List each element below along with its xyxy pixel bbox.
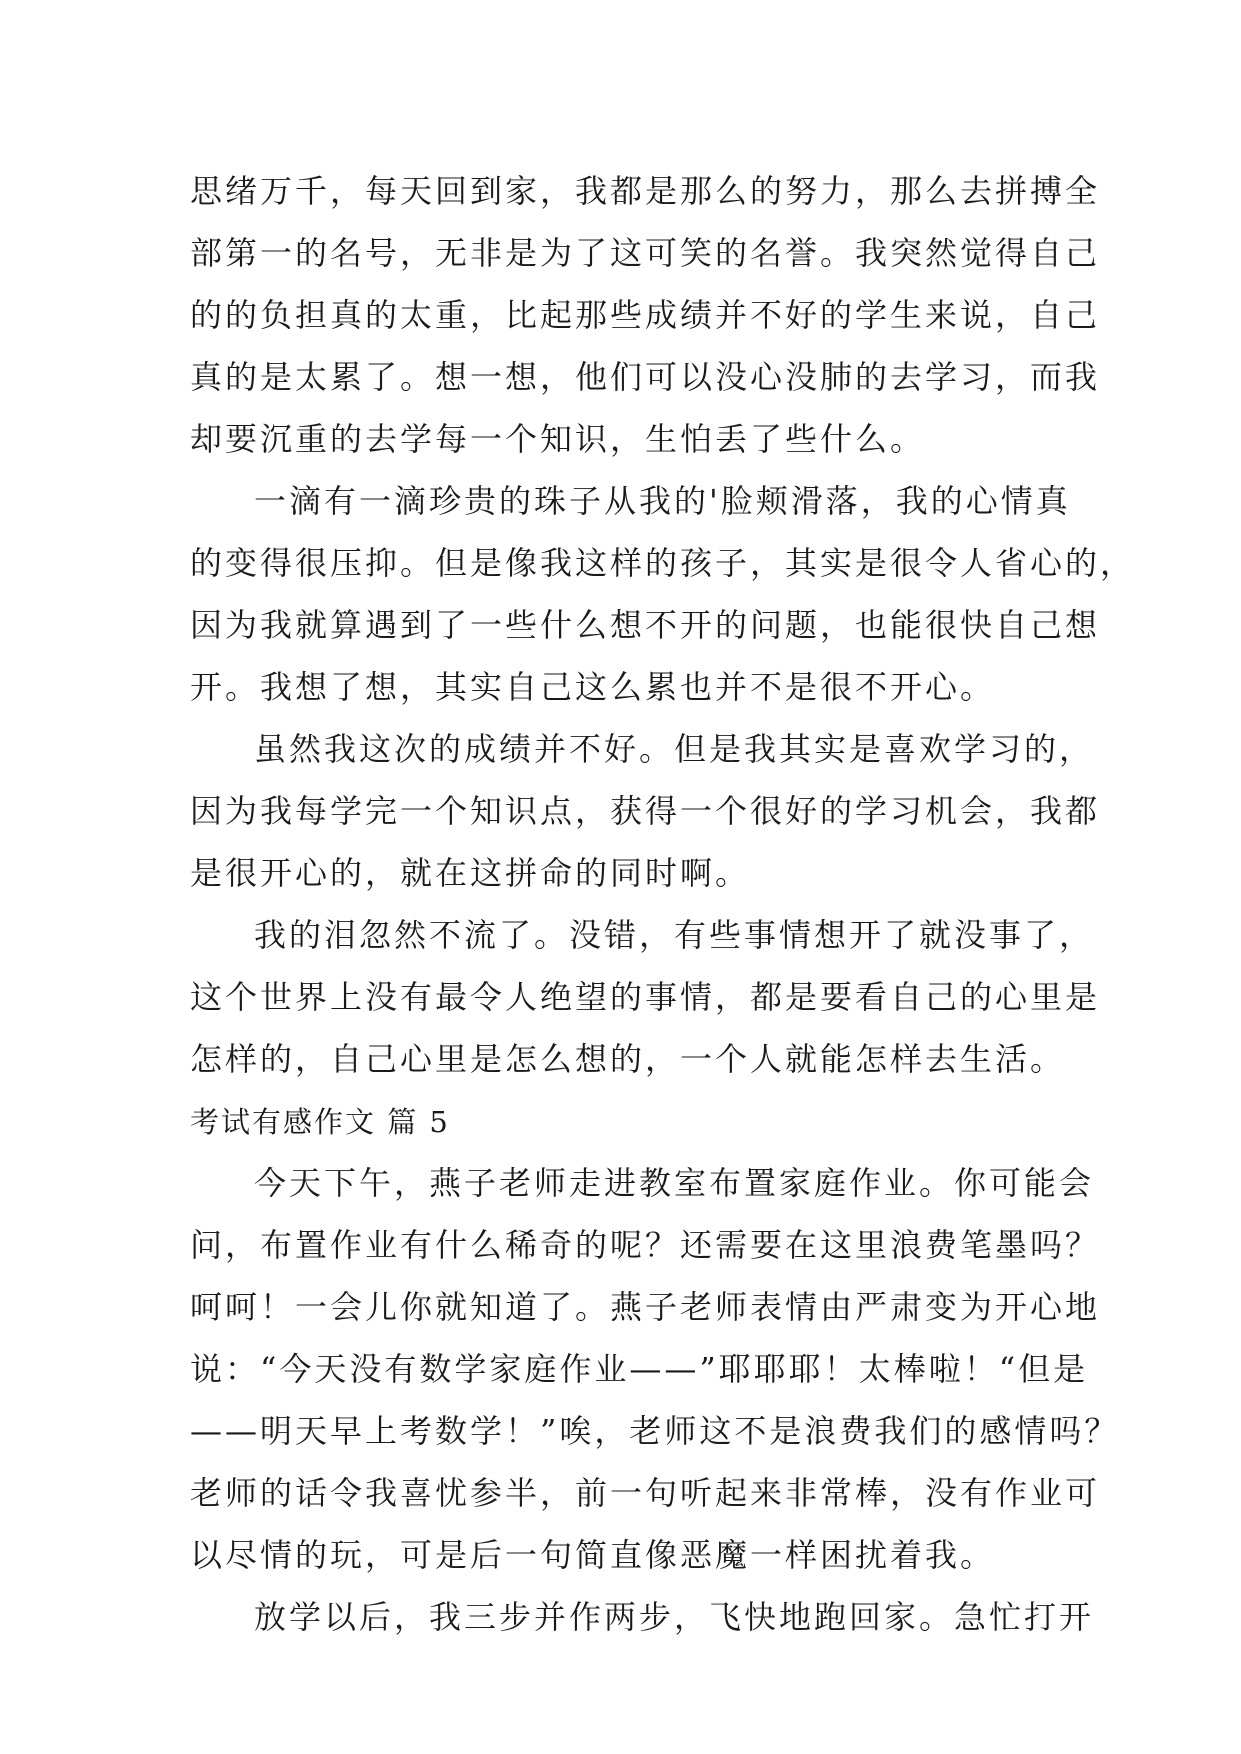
text-line: 因为我就算遇到了一些什么想不开的问题，也能很快自己想 xyxy=(190,606,1101,644)
text-line: 部第一的名号，无非是为了这可笑的名誉。我突然觉得自己 xyxy=(190,234,1101,272)
text-line: 虽然我这次的成绩并不好。但是我其实是喜欢学习的， xyxy=(254,730,1095,768)
text-line: 今天下午，燕子老师走进教室布置家庭作业。你可能会 xyxy=(254,1164,1095,1202)
text-line: ——明天早上考数学！”唉，老师这不是浪费我们的感情吗？ xyxy=(190,1412,1120,1450)
text-line: 说：“今天没有数学家庭作业——”耶耶耶！太棒啦！“但是 xyxy=(190,1350,1089,1388)
text-line: 真的是太累了。想一想，他们可以没心没肺的去学习，而我 xyxy=(190,358,1101,396)
text-line: 我的泪忽然不流了。没错，有些事情想开了就没事了， xyxy=(254,916,1095,954)
text-line: 一滴有一滴珍贵的珠子从我的'脸颊滑落，我的心情真 xyxy=(254,482,1071,520)
text-line: 呵呵！一会儿你就知道了。燕子老师表情由严肃变为开心地 xyxy=(190,1288,1101,1326)
text-line: 却要沉重的去学每一个知识，生怕丢了些什么。 xyxy=(190,420,926,458)
text-line: 思绪万千，每天回到家，我都是那么的努力，那么去拼搏全 xyxy=(190,172,1101,210)
text-line: 的变得很压抑。但是像我这样的孩子，其实是很令人省心的， xyxy=(190,544,1136,582)
text-line: 放学以后，我三步并作两步，飞快地跑回家。急忙打开 xyxy=(254,1598,1095,1636)
section-heading: 考试有感作文 篇 5 xyxy=(190,1105,450,1139)
text-line: 的的负担真的太重，比起那些成绩并不好的学生来说，自己 xyxy=(190,296,1101,334)
document-body xyxy=(190,160,1136,1648)
text-line: 因为我每学完一个知识点，获得一个很好的学习机会，我都 xyxy=(190,792,1101,830)
text-line: 以尽情的玩，可是后一句简直像恶魔一样困扰着我。 xyxy=(190,1536,996,1574)
text-line: 老师的话令我喜忧参半，前一句听起来非常棒，没有作业可 xyxy=(190,1474,1101,1512)
text-line: 开。我想了想，其实自己这么累也并不是很不开心。 xyxy=(190,668,996,706)
text-line: 问，布置作业有什么稀奇的呢？还需要在这里浪费笔墨吗？ xyxy=(190,1226,1101,1264)
text-line: 是很开心的，就在这拼命的同时啊。 xyxy=(190,854,751,892)
text-line: 怎样的，自己心里是怎么想的，一个人就能怎样去生活。 xyxy=(190,1040,1066,1078)
text-line: 这个世界上没有最令人绝望的事情，都是要看自己的心里是 xyxy=(190,978,1101,1016)
